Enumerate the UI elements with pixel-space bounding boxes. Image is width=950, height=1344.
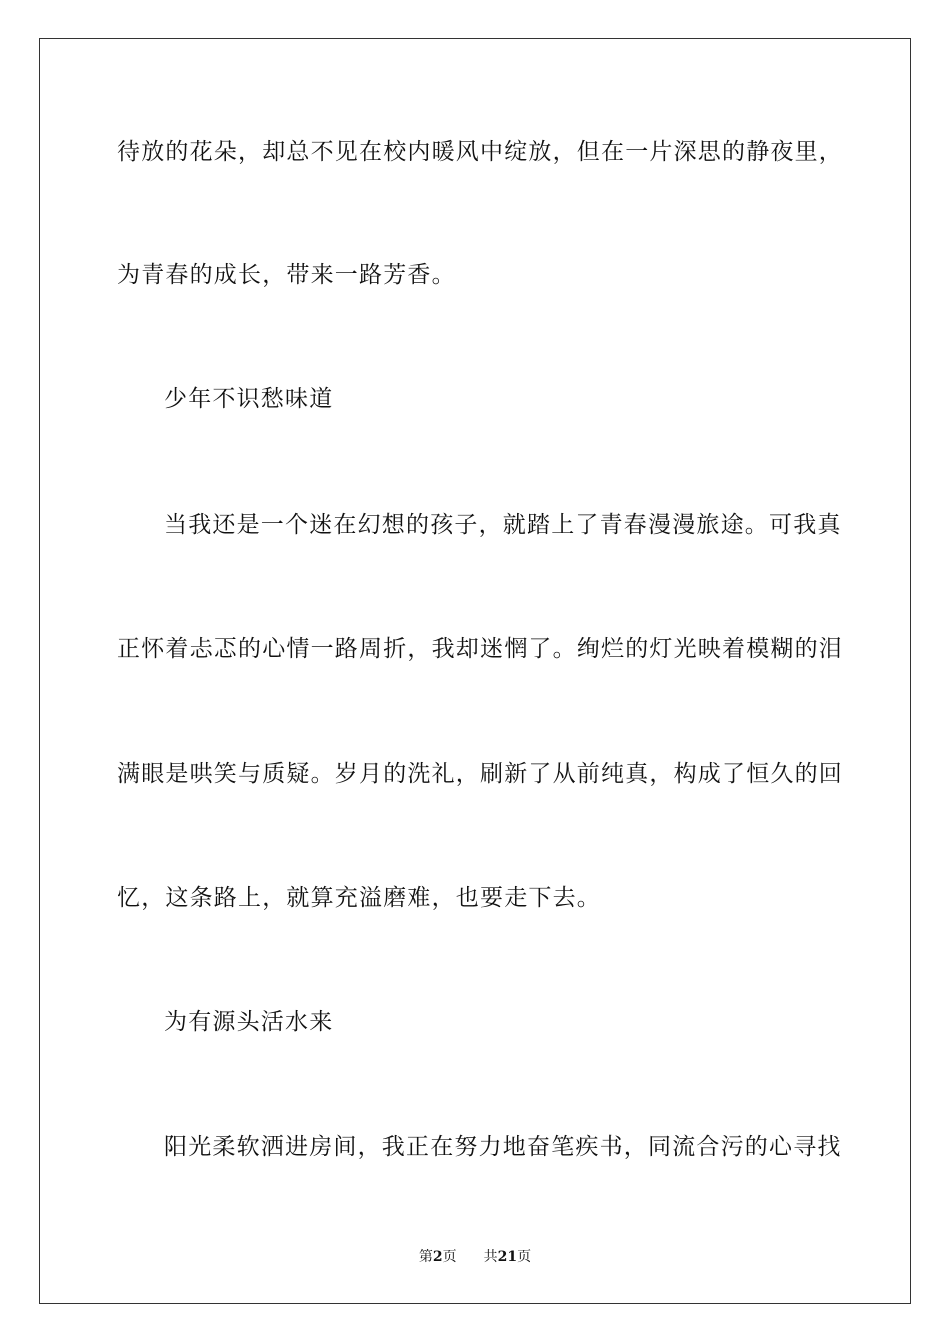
footer-page-number: 2 <box>432 1249 443 1265</box>
page-footer <box>0 1248 950 1266</box>
footer-total-suffix: 页 <box>517 1249 532 1265</box>
body-line-7: 阳光柔软洒进房间，我正在努力地奋笔疾书，同流合污的心寻找 <box>164 1134 842 1160</box>
page-frame <box>39 38 911 1304</box>
body-line-5: 满眼是哄笑与质疑。岁月的洗礼，刷新了从前纯真，构成了恒久的回 <box>117 761 843 787</box>
body-line-1: 待放的花朵，却总不见在校内暖风中绽放，但在一片深思的静夜里， <box>117 139 843 165</box>
footer-total-prefix: 共 <box>483 1249 498 1265</box>
section-heading-2: 为有源头活水来 <box>164 1009 334 1035</box>
footer-page-prefix: 第 <box>418 1249 433 1265</box>
footer-page-suffix: 页 <box>442 1249 457 1265</box>
body-line-3: 当我还是一个迷在幻想的孩子，就踏上了青春漫漫旅途。可我真 <box>164 512 842 538</box>
body-line-4: 正怀着忐忑的心情一路周折，我却迷惘了。绚烂的灯光映着模糊的泪 <box>117 636 843 662</box>
footer-total-pages: 21 <box>497 1249 518 1265</box>
body-line-2: 为青春的成长，带来一路芳香。 <box>117 262 456 288</box>
section-heading-1: 少年不识愁味道 <box>164 386 334 412</box>
body-line-6: 忆，这条路上，就算充溢磨难，也要走下去。 <box>117 885 601 911</box>
